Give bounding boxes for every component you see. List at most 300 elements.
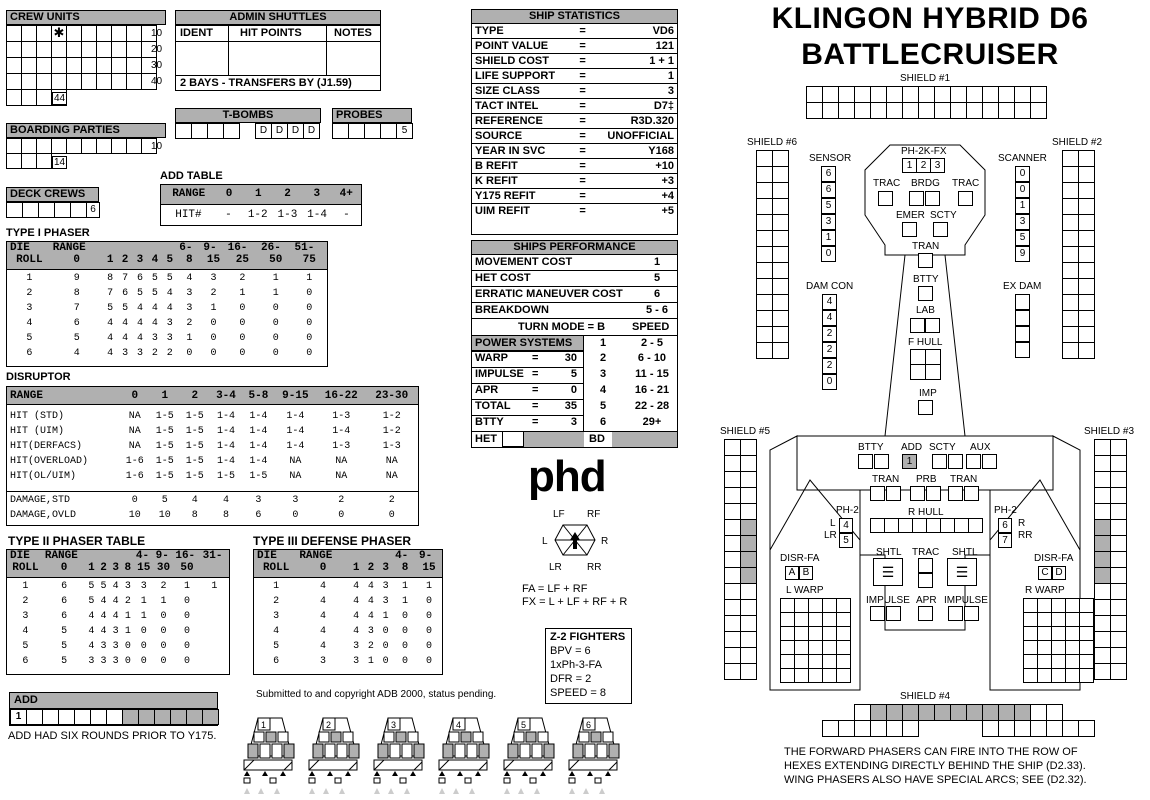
shield-4-box[interactable]	[998, 720, 1015, 737]
crew-unit-box[interactable]	[66, 73, 82, 90]
crew-unit-box[interactable]	[51, 73, 67, 90]
add-round-box[interactable]	[202, 709, 219, 725]
right-warp-box[interactable]	[1051, 626, 1066, 641]
shield-1-box[interactable]	[838, 86, 855, 103]
right-warp-box[interactable]	[1079, 668, 1094, 683]
shield-3-box[interactable]	[1094, 503, 1111, 520]
left-warp-box[interactable]	[822, 654, 837, 669]
right-warp-box[interactable]	[1051, 668, 1066, 683]
tbomb-box[interactable]	[175, 123, 192, 139]
right-warp-box[interactable]	[1051, 654, 1066, 669]
shield-1-box[interactable]	[838, 102, 855, 119]
add-box[interactable]: 1	[902, 454, 917, 469]
shield-5-box[interactable]	[724, 519, 741, 536]
deck-crew-box[interactable]	[22, 202, 39, 218]
ph2k-phaser-box[interactable]: 3	[930, 158, 945, 173]
left-warp-box[interactable]	[794, 640, 809, 655]
crew-unit-box[interactable]	[36, 25, 52, 42]
left-warp-box[interactable]	[808, 598, 823, 613]
shield-5-box[interactable]	[724, 487, 741, 504]
crew-unit-box[interactable]	[126, 41, 142, 58]
right-warp-box[interactable]	[1037, 626, 1052, 641]
shield-2-box[interactable]	[1062, 342, 1079, 359]
crew-unit-box[interactable]	[6, 41, 22, 58]
add-round-box[interactable]: 1	[10, 709, 27, 725]
shield-4-box[interactable]	[998, 704, 1015, 721]
crew-unit-box[interactable]	[66, 25, 82, 42]
deck-crew-box[interactable]: 6	[86, 202, 100, 218]
shield-1-box[interactable]	[918, 102, 935, 119]
shield-6-box[interactable]	[772, 278, 789, 295]
shield-3-box[interactable]	[1110, 615, 1127, 632]
forward-hull-box[interactable]	[925, 364, 941, 380]
impulse-box[interactable]	[918, 400, 933, 415]
shield-3-box[interactable]	[1110, 487, 1127, 504]
shield-1-box[interactable]	[854, 86, 871, 103]
shield-5-box[interactable]	[724, 599, 741, 616]
left-warp-box[interactable]	[794, 626, 809, 641]
shield-6-box[interactable]	[756, 326, 773, 343]
shield-1-box[interactable]	[806, 102, 823, 119]
tractor-box[interactable]	[918, 573, 933, 588]
shield-3-box[interactable]	[1094, 647, 1111, 664]
boarding-party-box[interactable]	[111, 138, 127, 154]
battery-box[interactable]	[858, 454, 873, 469]
shield-3-box[interactable]	[1110, 439, 1127, 456]
rear-hull-box[interactable]	[968, 518, 983, 533]
shield-5-box[interactable]	[740, 599, 757, 616]
scanner-box[interactable]: 3	[1015, 214, 1030, 230]
shield-4-box[interactable]	[1046, 704, 1063, 721]
right-warp-box[interactable]	[1023, 612, 1038, 627]
shield-2-box[interactable]	[1062, 198, 1079, 215]
scanner-box[interactable]: 9	[1015, 246, 1030, 262]
forward-hull-box[interactable]	[925, 349, 941, 365]
shield-5-box[interactable]	[740, 615, 757, 632]
shield-2-box[interactable]	[1078, 342, 1095, 359]
probe-box[interactable]: 5	[396, 123, 413, 139]
sensor-box[interactable]: 6	[821, 166, 836, 182]
shield-3-box[interactable]	[1110, 631, 1127, 648]
left-warp-box[interactable]	[836, 612, 851, 627]
right-warp-box[interactable]	[1037, 612, 1052, 627]
crew-unit-box[interactable]	[111, 41, 127, 58]
left-warp-box[interactable]	[808, 654, 823, 669]
shield-1-box[interactable]	[950, 102, 967, 119]
shield-6-box[interactable]	[772, 166, 789, 183]
rear-hull-box[interactable]	[926, 518, 941, 533]
crew-unit-box[interactable]	[126, 73, 142, 90]
shuttle-bay-box[interactable]: ☰	[873, 558, 903, 586]
bridge-box[interactable]	[925, 191, 940, 206]
shield-3-box[interactable]	[1094, 551, 1111, 568]
shield-3-box[interactable]	[1110, 551, 1127, 568]
right-warp-box[interactable]	[1037, 654, 1052, 669]
crew-unit-box[interactable]	[36, 89, 52, 106]
boarding-party-box[interactable]	[6, 138, 22, 154]
boarding-party-box[interactable]	[81, 138, 97, 154]
crew-unit-box[interactable]	[111, 73, 127, 90]
shield-2-box[interactable]	[1062, 278, 1079, 295]
boarding-party-box[interactable]	[36, 153, 52, 169]
shield-4-box[interactable]	[854, 704, 871, 721]
shield-6-box[interactable]	[756, 182, 773, 199]
ph2-right-box[interactable]: 6	[998, 518, 1012, 533]
disruptor-box[interactable]: C	[1038, 566, 1052, 580]
shield-6-box[interactable]	[772, 342, 789, 359]
shield-5-box[interactable]	[724, 583, 741, 600]
ph2-right-box[interactable]: 7	[998, 533, 1012, 548]
shield-2-box[interactable]	[1062, 294, 1079, 311]
left-warp-box[interactable]	[780, 668, 795, 683]
deck-crew-box[interactable]	[54, 202, 71, 218]
left-warp-box[interactable]	[780, 654, 795, 669]
ph2-left-box[interactable]: 4	[839, 518, 853, 533]
boarding-party-box[interactable]	[51, 138, 67, 154]
crew-unit-box[interactable]	[126, 57, 142, 74]
shield-6-box[interactable]	[772, 326, 789, 343]
shield-4-box[interactable]	[886, 720, 903, 737]
shield-2-box[interactable]	[1078, 278, 1095, 295]
right-warp-box[interactable]	[1065, 640, 1080, 655]
shield-6-box[interactable]	[772, 310, 789, 327]
shield-3-box[interactable]	[1110, 519, 1127, 536]
crew-unit-box[interactable]	[51, 57, 67, 74]
shield-1-box[interactable]	[854, 102, 871, 119]
shield-6-box[interactable]	[756, 342, 773, 359]
rear-hull-box[interactable]	[940, 518, 955, 533]
probe-box[interactable]	[910, 486, 925, 501]
scanner-box[interactable]: 0	[1015, 166, 1030, 182]
shield-5-box[interactable]	[740, 471, 757, 488]
shield-2-box[interactable]	[1078, 182, 1095, 199]
deck-crew-box[interactable]	[38, 202, 55, 218]
right-warp-box[interactable]	[1079, 612, 1094, 627]
damage-control-box[interactable]: 2	[822, 326, 837, 342]
shield-4-box[interactable]	[982, 704, 999, 721]
shield-2-box[interactable]	[1078, 246, 1095, 263]
shield-2-box[interactable]	[1078, 294, 1095, 311]
right-warp-box[interactable]	[1051, 612, 1066, 627]
shield-3-box[interactable]	[1094, 599, 1111, 616]
right-warp-box[interactable]	[1023, 640, 1038, 655]
crew-unit-box[interactable]	[81, 73, 97, 90]
shield-4-box[interactable]	[934, 704, 951, 721]
shield-1-box[interactable]	[982, 102, 999, 119]
shield-6-box[interactable]	[772, 198, 789, 215]
ph2k-phaser-box[interactable]: 1	[902, 158, 917, 173]
boarding-party-box[interactable]	[21, 138, 37, 154]
lab-box[interactable]	[925, 318, 940, 333]
shield-3-box[interactable]	[1094, 567, 1111, 584]
shield-5-box[interactable]	[724, 567, 741, 584]
shield-5-box[interactable]	[724, 535, 741, 552]
impulse-box[interactable]	[948, 606, 963, 621]
shield-5-box[interactable]	[724, 439, 741, 456]
boarding-party-box[interactable]	[126, 138, 142, 154]
left-warp-box[interactable]	[822, 626, 837, 641]
left-warp-box[interactable]	[836, 654, 851, 669]
shield-6-box[interactable]	[756, 214, 773, 231]
security-box[interactable]	[933, 222, 948, 237]
left-warp-box[interactable]	[794, 598, 809, 613]
shield-4-box[interactable]	[950, 704, 967, 721]
shield-3-box[interactable]	[1094, 439, 1111, 456]
shield-6-box[interactable]	[756, 262, 773, 279]
left-warp-box[interactable]	[822, 598, 837, 613]
add-round-box[interactable]	[58, 709, 75, 725]
shield-1-box[interactable]	[870, 86, 887, 103]
shield-3-box[interactable]	[1110, 503, 1127, 520]
emer-box[interactable]	[902, 222, 917, 237]
crew-unit-box[interactable]	[96, 41, 112, 58]
transporter-box[interactable]	[948, 486, 963, 501]
shield-1-box[interactable]	[998, 102, 1015, 119]
shield-1-box[interactable]	[998, 86, 1015, 103]
sensor-box[interactable]: 3	[821, 214, 836, 230]
shield-3-box[interactable]	[1094, 535, 1111, 552]
left-warp-box[interactable]	[836, 640, 851, 655]
rear-hull-box[interactable]	[912, 518, 927, 533]
shield-4-box[interactable]	[1078, 720, 1095, 737]
left-warp-box[interactable]	[808, 626, 823, 641]
left-warp-box[interactable]	[836, 668, 851, 683]
shield-1-box[interactable]	[886, 102, 903, 119]
disruptor-box[interactable]: D	[1052, 566, 1066, 580]
damage-control-box[interactable]: 4	[822, 294, 837, 310]
sensor-box[interactable]: 6	[821, 182, 836, 198]
add-round-box[interactable]	[170, 709, 187, 725]
shield-3-box[interactable]	[1110, 455, 1127, 472]
shield-2-box[interactable]	[1062, 310, 1079, 327]
shield-5-box[interactable]	[740, 487, 757, 504]
shield-5-box[interactable]	[740, 647, 757, 664]
tbomb-dummy-box[interactable]: D	[287, 123, 304, 139]
excess-damage-box[interactable]	[1015, 310, 1030, 326]
transporter-box[interactable]	[870, 486, 885, 501]
right-warp-box[interactable]	[1065, 654, 1080, 669]
rear-hull-box[interactable]	[870, 518, 885, 533]
disruptor-box[interactable]: B	[799, 566, 813, 580]
shield-1-box[interactable]	[1014, 102, 1031, 119]
right-warp-box[interactable]	[1051, 598, 1066, 613]
shield-1-box[interactable]	[934, 102, 951, 119]
left-warp-box[interactable]	[780, 598, 795, 613]
shield-2-box[interactable]	[1078, 198, 1095, 215]
security-box[interactable]	[932, 454, 947, 469]
forward-hull-box[interactable]	[910, 364, 926, 380]
aux-box[interactable]	[966, 454, 981, 469]
right-warp-box[interactable]	[1023, 626, 1038, 641]
shield-6-box[interactable]	[756, 310, 773, 327]
right-warp-box[interactable]	[1037, 668, 1052, 683]
damage-control-box[interactable]: 2	[822, 342, 837, 358]
boarding-party-box[interactable]	[6, 153, 22, 169]
shield-5-box[interactable]	[724, 551, 741, 568]
sensor-box[interactable]: 5	[821, 198, 836, 214]
security-box[interactable]	[948, 454, 963, 469]
shield-5-box[interactable]	[740, 631, 757, 648]
probe-box[interactable]	[348, 123, 365, 139]
boarding-party-box[interactable]	[36, 138, 52, 154]
shield-3-box[interactable]	[1110, 599, 1127, 616]
probe-box[interactable]	[332, 123, 349, 139]
left-warp-box[interactable]	[808, 640, 823, 655]
add-round-box[interactable]	[138, 709, 155, 725]
ph2-left-box[interactable]: 5	[839, 533, 853, 548]
add-round-box[interactable]	[42, 709, 59, 725]
shield-4-box[interactable]	[854, 720, 871, 737]
add-round-box[interactable]	[122, 709, 139, 725]
shield-4-box[interactable]	[966, 704, 983, 721]
shield-1-box[interactable]	[918, 86, 935, 103]
left-warp-box[interactable]	[836, 598, 851, 613]
right-warp-box[interactable]	[1065, 598, 1080, 613]
shield-3-box[interactable]	[1110, 567, 1127, 584]
crew-unit-box[interactable]	[36, 73, 52, 90]
excess-damage-box[interactable]	[1015, 326, 1030, 342]
shield-2-box[interactable]	[1078, 326, 1095, 343]
shield-1-box[interactable]	[1030, 102, 1047, 119]
tbomb-dummy-box[interactable]: D	[271, 123, 288, 139]
crew-unit-box[interactable]	[66, 57, 82, 74]
shield-6-box[interactable]	[756, 198, 773, 215]
add-round-box[interactable]	[106, 709, 123, 725]
aux-box[interactable]	[982, 454, 997, 469]
add-round-box[interactable]	[90, 709, 107, 725]
shield-5-box[interactable]	[740, 567, 757, 584]
shield-3-box[interactable]	[1110, 663, 1127, 680]
shield-5-box[interactable]	[724, 631, 741, 648]
crew-unit-box[interactable]	[66, 41, 82, 58]
shield-6-box[interactable]	[756, 166, 773, 183]
shield-1-box[interactable]	[950, 86, 967, 103]
excess-damage-box[interactable]	[1015, 342, 1030, 358]
probe-box[interactable]	[926, 486, 941, 501]
rear-hull-box[interactable]	[884, 518, 899, 533]
left-warp-box[interactable]	[808, 668, 823, 683]
rear-hull-box[interactable]	[898, 518, 913, 533]
rear-hull-box[interactable]	[954, 518, 969, 533]
transporter-box[interactable]	[918, 253, 933, 268]
shield-6-box[interactable]	[756, 246, 773, 263]
shield-1-box[interactable]	[934, 86, 951, 103]
tbomb-box[interactable]	[207, 123, 224, 139]
shield-4-box[interactable]	[1014, 704, 1031, 721]
shield-6-box[interactable]	[772, 230, 789, 247]
shield-5-box[interactable]	[740, 439, 757, 456]
add-round-box[interactable]	[154, 709, 171, 725]
forward-hull-box[interactable]	[910, 349, 926, 365]
left-warp-box[interactable]	[794, 654, 809, 669]
crew-unit-box[interactable]	[81, 41, 97, 58]
disruptor-box[interactable]: A	[785, 566, 799, 580]
crew-unit-box[interactable]	[111, 57, 127, 74]
shield-5-box[interactable]	[740, 535, 757, 552]
shield-2-box[interactable]	[1078, 310, 1095, 327]
crew-unit-box[interactable]	[36, 57, 52, 74]
tbomb-box[interactable]	[223, 123, 240, 139]
right-warp-box[interactable]	[1051, 640, 1066, 655]
shield-4-box[interactable]	[886, 704, 903, 721]
shield-6-box[interactable]	[772, 294, 789, 311]
shield-1-box[interactable]	[902, 86, 919, 103]
left-warp-box[interactable]	[794, 612, 809, 627]
deck-crew-box[interactable]	[70, 202, 87, 218]
right-warp-box[interactable]	[1037, 598, 1052, 613]
probe-box[interactable]	[380, 123, 397, 139]
tbomb-box[interactable]	[191, 123, 208, 139]
crew-marker-icon[interactable]: ✱	[51, 25, 67, 42]
crew-unit-box[interactable]	[6, 73, 22, 90]
impulse-box[interactable]	[964, 606, 979, 621]
right-warp-box[interactable]	[1079, 654, 1094, 669]
shield-6-box[interactable]	[756, 230, 773, 247]
crew-unit-box[interactable]	[21, 25, 37, 42]
right-warp-box[interactable]	[1037, 640, 1052, 655]
shield-2-box[interactable]	[1062, 262, 1079, 279]
damage-control-box[interactable]: 2	[822, 358, 837, 374]
shield-3-box[interactable]	[1110, 471, 1127, 488]
shield-3-box[interactable]	[1110, 647, 1127, 664]
shield-2-box[interactable]	[1062, 246, 1079, 263]
lab-box[interactable]	[910, 318, 925, 333]
shield-5-box[interactable]	[724, 455, 741, 472]
crew-unit-box[interactable]	[81, 57, 97, 74]
shield-1-box[interactable]	[886, 86, 903, 103]
shield-1-box[interactable]	[966, 102, 983, 119]
left-warp-box[interactable]	[808, 612, 823, 627]
left-warp-box[interactable]	[780, 626, 795, 641]
deck-crew-box[interactable]	[6, 202, 23, 218]
shield-2-box[interactable]	[1062, 150, 1079, 167]
shield-4-box[interactable]	[1046, 720, 1063, 737]
apr-box[interactable]	[918, 606, 933, 621]
left-warp-box[interactable]	[780, 612, 795, 627]
tractor-box[interactable]	[958, 191, 973, 206]
crew-unit-box[interactable]	[111, 25, 127, 42]
shield-3-box[interactable]	[1094, 519, 1111, 536]
het-box[interactable]	[502, 431, 524, 447]
impulse-box[interactable]	[886, 606, 901, 621]
crew-unit-box[interactable]	[36, 41, 52, 58]
battery-box[interactable]	[874, 454, 889, 469]
shield-5-box[interactable]	[740, 519, 757, 536]
shield-4-box[interactable]	[870, 704, 887, 721]
scanner-box[interactable]: 1	[1015, 198, 1030, 214]
shield-4-box[interactable]	[918, 704, 935, 721]
crew-unit-box[interactable]	[96, 57, 112, 74]
shield-2-box[interactable]	[1078, 230, 1095, 247]
right-warp-box[interactable]	[1079, 626, 1094, 641]
shield-3-box[interactable]	[1094, 663, 1111, 680]
shield-1-box[interactable]	[982, 86, 999, 103]
shield-2-box[interactable]	[1078, 166, 1095, 183]
transporter-box[interactable]	[886, 486, 901, 501]
shield-4-box[interactable]	[822, 720, 839, 737]
shield-4-box[interactable]	[982, 720, 999, 737]
shield-4-box[interactable]	[902, 720, 919, 737]
crew-unit-box[interactable]	[126, 25, 142, 42]
shield-4-box[interactable]	[870, 720, 887, 737]
shield-6-box[interactable]	[772, 262, 789, 279]
shield-1-box[interactable]	[1030, 86, 1047, 103]
crew-unit-box[interactable]	[6, 25, 22, 42]
shield-4-box[interactable]	[1030, 720, 1047, 737]
shield-2-box[interactable]	[1078, 150, 1095, 167]
sensor-box[interactable]: 0	[821, 246, 836, 262]
tractor-box[interactable]	[878, 191, 893, 206]
